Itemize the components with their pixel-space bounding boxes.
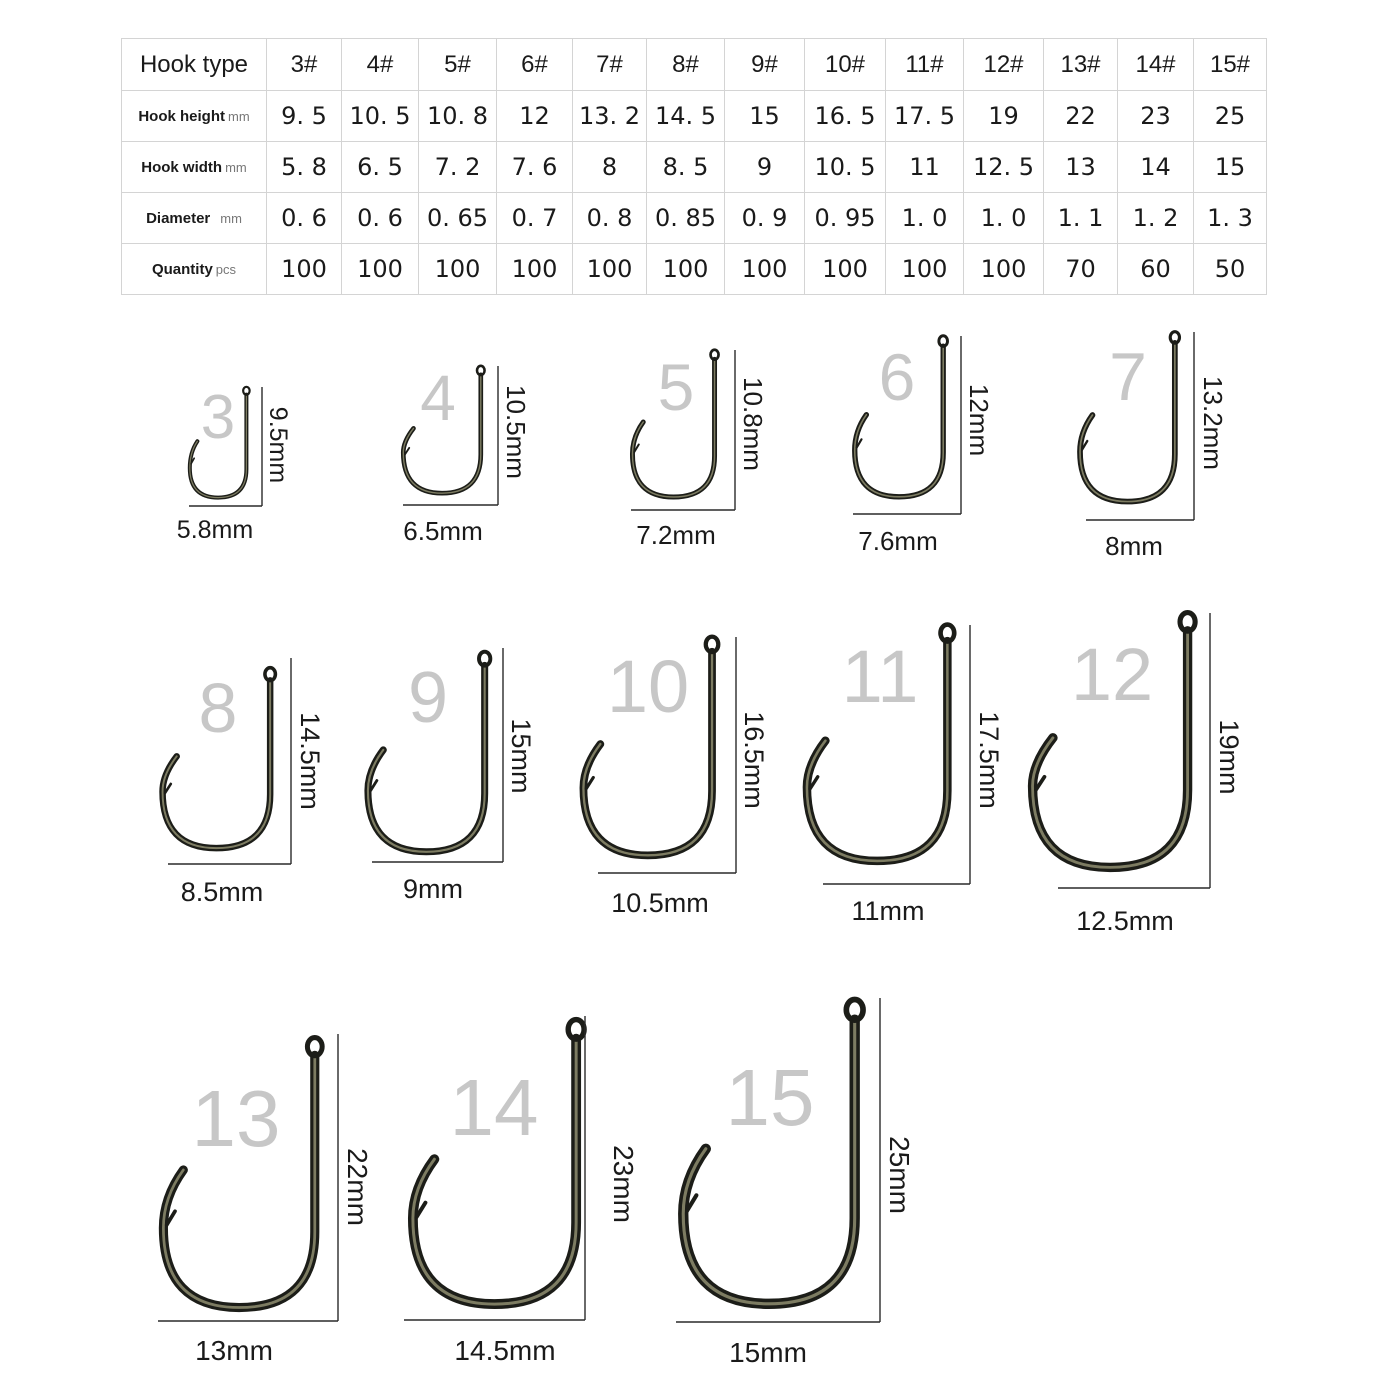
table-cell: 0. 8 — [573, 193, 647, 244]
table-cell: 100 — [886, 244, 964, 295]
hook-barb — [586, 777, 593, 788]
hook-eye — [939, 336, 948, 347]
table-cell: 100 — [647, 244, 725, 295]
table-cell: 8 — [573, 142, 647, 193]
hook-width-label: 14.5mm — [454, 1335, 556, 1366]
table-cell: 10. 8 — [419, 91, 497, 142]
table-cell: 0. 65 — [419, 193, 497, 244]
table-cell: 15# — [1194, 39, 1267, 91]
hook-6 — [853, 336, 994, 556]
hook-5 — [631, 350, 768, 550]
hook-type-row — [122, 39, 1267, 91]
hook-eye — [711, 350, 719, 360]
table-cell: 12 — [497, 91, 573, 142]
hook-width-label: 5.8mm — [176, 516, 254, 544]
hook-width-label: 8mm — [1105, 531, 1163, 561]
table-cell: 9. 5 — [267, 91, 342, 142]
hook-barb — [857, 439, 862, 447]
table-cell: 9# — [725, 39, 805, 91]
table-cell: 100 — [573, 244, 647, 295]
table-cell: 11# — [886, 39, 964, 91]
table-cell: 6. 5 — [342, 142, 419, 193]
hook-highlight — [163, 1055, 314, 1307]
hook-shape — [807, 641, 947, 861]
hook-15 — [676, 998, 915, 1368]
hook-eye — [477, 366, 485, 375]
table-cell: 70 — [1044, 244, 1118, 295]
hook-7 — [1080, 332, 1228, 561]
hook-barb — [416, 1203, 425, 1218]
table-cell: 0. 95 — [805, 193, 886, 244]
hook-width-label: 7.2mm — [636, 520, 716, 550]
hook-barb — [687, 1195, 696, 1211]
hook-highlight — [632, 359, 714, 497]
hook-12 — [1033, 613, 1244, 936]
table-cell: 0. 9 — [725, 193, 805, 244]
hook-height-label: 15mm — [506, 718, 536, 794]
hook-3 — [177, 383, 292, 544]
hook-width-label: 6.5mm — [403, 516, 483, 546]
hook-size-number: 8 — [198, 669, 238, 747]
hook-size-number: 11 — [841, 635, 919, 718]
hook-shape — [163, 1055, 314, 1307]
table-cell: 100 — [342, 244, 419, 295]
hook-shape — [855, 346, 943, 497]
table-cell: 13 — [1044, 142, 1118, 193]
table-cell: 1. 2 — [1118, 193, 1194, 244]
table-cell: 4# — [342, 39, 419, 91]
hook-eye — [846, 1000, 863, 1021]
hook-height-row — [122, 91, 1267, 142]
table-cell: 0. 6 — [267, 193, 342, 244]
hook-barb — [1036, 777, 1045, 790]
hook-highlight — [190, 395, 247, 498]
hook-highlight — [1033, 631, 1188, 868]
hook-eye — [941, 625, 955, 642]
table-cell: 7# — [573, 39, 647, 91]
table-cell: 8# — [647, 39, 725, 91]
table-cell: 50 — [1194, 244, 1267, 295]
hook-height-label: 12mm — [964, 383, 994, 457]
hook-width-label: 12.5mm — [1076, 906, 1174, 936]
hook-barb — [165, 784, 171, 793]
hook-highlight — [163, 680, 271, 848]
table-cell: 14# — [1118, 39, 1194, 91]
hook-width-label: 11mm — [851, 896, 925, 926]
table-cell: 25 — [1194, 91, 1267, 142]
hook-11 — [807, 625, 1004, 926]
hook-width-label: 13mm — [195, 1335, 273, 1366]
hook-size-number: 15 — [725, 1053, 815, 1142]
unit-label: mm — [220, 210, 242, 226]
row-label-hook-type: Hook type — [122, 39, 267, 91]
table-cell: 14. 5 — [647, 91, 725, 142]
table-cell: 12. 5 — [964, 142, 1044, 193]
unit-label: mm — [225, 159, 247, 175]
hook-barb — [191, 458, 194, 464]
hook-eye — [243, 387, 249, 395]
hook-spec-table — [121, 38, 1267, 295]
table-cell: 1. 0 — [886, 193, 964, 244]
hook-8 — [163, 658, 325, 907]
table-cell: 7. 6 — [497, 142, 573, 193]
hook-shape — [1080, 343, 1175, 502]
hook-height-label: 22mm — [342, 1148, 373, 1226]
table-cell: 13# — [1044, 39, 1118, 91]
table-cell: 14 — [1118, 142, 1194, 193]
table-cell: 10. 5 — [805, 142, 886, 193]
table-cell: 6# — [497, 39, 573, 91]
table-cell: 100 — [497, 244, 573, 295]
hook-height-label: 19mm — [1214, 719, 1244, 795]
row-label-quantity: Quantity pcs — [122, 244, 267, 295]
hook-size-number: 6 — [878, 340, 916, 414]
hook-height-label: 16.5mm — [739, 711, 769, 809]
table-cell: 8. 5 — [647, 142, 725, 193]
hook-height-label: 13.2mm — [1198, 376, 1228, 470]
hook-eye — [1170, 332, 1179, 343]
table-cell: 10# — [805, 39, 886, 91]
hook-barb — [634, 445, 639, 453]
hook-barb — [1082, 441, 1087, 450]
row-label-hook-width: Hook width mm — [122, 142, 267, 193]
table-cell: 12# — [964, 39, 1044, 91]
table-cell: 100 — [267, 244, 342, 295]
hook-height-label: 10.8mm — [738, 377, 768, 471]
hook-barb — [405, 448, 409, 455]
hook-size-number: 9 — [407, 658, 449, 738]
quantity-row — [122, 244, 1267, 295]
table-cell: 7. 2 — [419, 142, 497, 193]
hook-highlight — [368, 665, 485, 851]
hook-eye — [706, 637, 719, 652]
hook-4 — [403, 362, 531, 546]
hook-size-number: 12 — [1070, 633, 1154, 716]
hook-shape — [403, 375, 481, 493]
hook-10 — [583, 637, 769, 918]
hook-barb — [370, 781, 376, 791]
hook-width-label: 10.5mm — [611, 888, 709, 918]
table-cell: 100 — [964, 244, 1044, 295]
hook-size-number: 7 — [1109, 339, 1147, 415]
hook-height-label: 10.5mm — [501, 385, 531, 479]
hook-height-label: 23mm — [608, 1145, 639, 1223]
table-cell: 13. 2 — [573, 91, 647, 142]
hook-shape — [163, 680, 271, 848]
hook-shape — [413, 1039, 576, 1304]
hook-width-row — [122, 142, 1267, 193]
hook-size-number: 4 — [420, 362, 456, 434]
table-cell: 15 — [1194, 142, 1267, 193]
hook-size-number: 14 — [449, 1063, 539, 1152]
table-cell: 1. 3 — [1194, 193, 1267, 244]
table-cell: 1. 1 — [1044, 193, 1118, 244]
hook-size-number: 5 — [657, 350, 695, 424]
hook-height-label: 17.5mm — [974, 711, 1004, 809]
hook-eye — [1180, 613, 1195, 632]
hook-size-number: 13 — [191, 1074, 281, 1163]
table-cell: 100 — [805, 244, 886, 295]
row-label-hook-height: Hook height mm — [122, 91, 267, 142]
hook-shape — [632, 359, 714, 497]
hook-shape — [683, 1020, 854, 1304]
hook-width-label: 15mm — [729, 1337, 807, 1368]
table-cell: 5# — [419, 39, 497, 91]
table-cell: 100 — [419, 244, 497, 295]
table-cell: 23 — [1118, 91, 1194, 142]
unit-label: pcs — [215, 261, 237, 277]
hook-width-label: 8.5mm — [180, 877, 264, 907]
table-cell: 0. 6 — [342, 193, 419, 244]
hook-barb — [167, 1211, 175, 1225]
hook-height-label: 25mm — [884, 1136, 915, 1214]
hook-shape — [190, 395, 247, 498]
hook-shape — [368, 665, 485, 851]
hook-shape — [1033, 631, 1188, 868]
unit-label: mm — [228, 108, 250, 124]
hook-9 — [368, 648, 536, 904]
hook-width-label: 7.6mm — [858, 526, 938, 556]
hook-eye — [265, 668, 275, 681]
hook-barb — [810, 777, 818, 789]
hook-eye — [307, 1038, 322, 1056]
table-cell: 9 — [725, 142, 805, 193]
hook-highlight — [1080, 343, 1175, 502]
table-cell: 15 — [725, 91, 805, 142]
hook-13 — [158, 1034, 373, 1366]
table-cell: 17. 5 — [886, 91, 964, 142]
table-cell: 10. 5 — [342, 91, 419, 142]
diameter-row — [122, 193, 1267, 244]
hook-size-number: 10 — [606, 645, 690, 728]
table-cell: 5. 8 — [267, 142, 342, 193]
hook-height-label: 14.5mm — [295, 712, 325, 810]
hook-highlight — [413, 1039, 576, 1304]
hook-14 — [404, 1016, 639, 1366]
hook-size-number: 3 — [200, 383, 236, 452]
hook-highlight — [583, 652, 712, 856]
table-cell: 1. 0 — [964, 193, 1044, 244]
table-cell: 100 — [725, 244, 805, 295]
hook-highlight — [855, 346, 943, 497]
hook-highlight — [807, 641, 947, 861]
hook-width-label: 9mm — [403, 874, 463, 904]
table-cell: 60 — [1118, 244, 1194, 295]
table-cell: 0. 85 — [647, 193, 725, 244]
table-cell: 16. 5 — [805, 91, 886, 142]
hook-eye — [568, 1020, 584, 1040]
hook-height-label: 9.5mm — [264, 406, 292, 484]
hook-eye — [479, 652, 490, 666]
table-cell: 11 — [886, 142, 964, 193]
row-label-diameter: Diameter mm — [122, 193, 267, 244]
hook-shape — [583, 652, 712, 856]
table-cell: 3# — [267, 39, 342, 91]
table-cell: 19 — [964, 91, 1044, 142]
hook-highlight — [403, 375, 481, 493]
table-cell: 22 — [1044, 91, 1118, 142]
table-cell: 0. 7 — [497, 193, 573, 244]
hook-highlight — [683, 1020, 854, 1304]
